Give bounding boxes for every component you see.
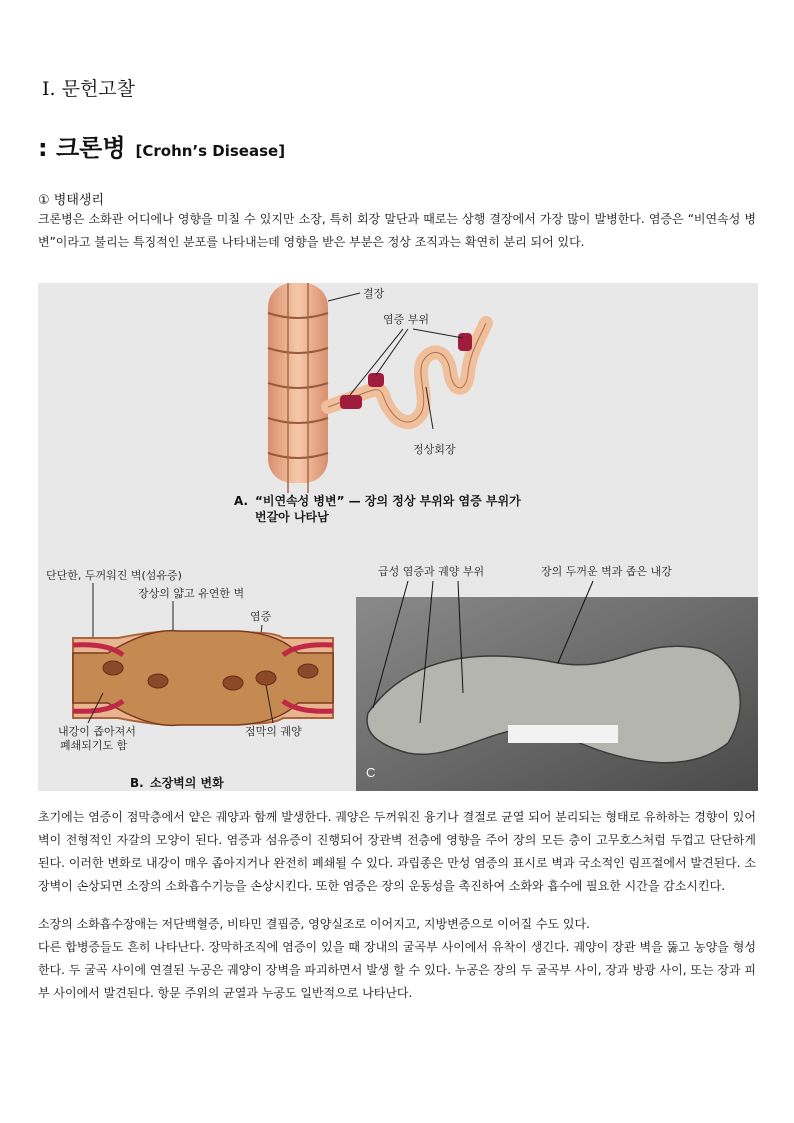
caption-a-line2: 번갈아 나타남 xyxy=(255,510,329,524)
inflamed-segment xyxy=(340,395,362,409)
acute-label: 급성 염증과 궤양 부위 xyxy=(378,565,485,578)
title-main: : 크론병 xyxy=(38,134,126,162)
caption-a-letter: A. xyxy=(234,494,249,508)
inflamed-segment xyxy=(368,373,384,387)
title-sub: [Crohn’s Disease] xyxy=(135,142,286,160)
normal-wall-label: 장상의 얇고 유연한 벽 xyxy=(138,587,245,600)
caption-b-letter: B. xyxy=(130,776,144,790)
page-title xyxy=(38,128,285,163)
caption-b: 소장벽의 변화 xyxy=(150,776,224,790)
normal-ileum-label: 정상회장 xyxy=(413,443,456,456)
colon-label: 결장 xyxy=(363,287,385,300)
caption-c-letter: C xyxy=(366,765,376,780)
narrowed-lumen-label-2: 폐쇄되기도 함 xyxy=(60,739,128,752)
paragraph-2: 초기에는 염증이 점막층에서 얕은 궤양과 함께 발생한다. 궤양은 두꺼워진 융기나 결절로 균열 되어 분리되는 형태로 유하하는 경향이 있어 벽이 전형적인 자갈의 모양이 된다. 염증과 섬유증이 진행되어 장관벽 전층에 영향을 주어 장의 모든 층이 고무호스처럼 두껍고 단단하게 된다. 이러한 변화로 내강이 매우 좁아지거나 완전히 폐쇄될 수 있다. 과립종은 만성 염증의 표시로 벽과 국소적인 림프절에서 발견된다. 소장벽이 손상되면 소장의 소화흡수기능을 손상시킨다. 또한 염증은 장의 운동성을 촉진하여 소화와 흡수에 필요한 시간을 감소시킨다. xyxy=(38,810,756,893)
narrowed-lumen-label-1: 내강이 좁아져서 xyxy=(58,725,136,738)
thick-wall-label: 단단한, 두꺼워진 벽(섬유증) xyxy=(46,569,182,582)
paragraph-4: 다른 합병증들도 흔히 나타난다. 장막하조직에 염증이 있을 때 장내의 굴곡부 사이에서 유착이 생긴다. 궤양이 장관 벽을 뚫고 농양을 형성한다. 두 굴곡 사이에 연결된 누공은 궤양이 장벽을 파괴하면서 발생 할 수 있다. 누공은 장의 두 굴곡부 사이, 장과 방광 사이, 또는 장과 피부 사이에서 발견된다. 항문 주위의 균열과 누공도 일반적으로 나타난다. xyxy=(38,940,756,1000)
ulcer-label: 점막의 궤양 xyxy=(245,725,302,738)
inflamed-segment xyxy=(458,333,472,351)
colon-illustration xyxy=(268,283,328,493)
paragraph-3: 소장의 소화흡수장애는 저단백혈증, 비타민 결핍증, 영양실조로 이어지고, 지방변증으로 이어질 수도 있다. xyxy=(38,917,590,931)
subsection-title: ① 병태생리 xyxy=(38,193,105,208)
inflammation-label: 염증 xyxy=(250,610,272,623)
paragraph-1: 크론병은 소화관 어디에나 영향을 미칠 수 있지만 소장, 특히 회장 말단과 때로는 상행 결장에서 가장 많이 발병한다. 염증은 “비연속성 병변”이라고 불리는 특징적인 분포를 나타내는데 영향을 받은 부분은 정상 조직과는 확연히 분리 되어 있다. xyxy=(38,212,756,249)
crohn-figure xyxy=(38,283,758,791)
thick-wall-photo-label: 장의 두꺼운 벽과 좁은 내강 xyxy=(541,565,672,578)
inflamed-label: 염증 부위 xyxy=(383,313,430,326)
panel-c xyxy=(356,564,758,791)
specimen-ruler xyxy=(508,725,618,743)
section-heading: Ⅰ. 문헌고찰 xyxy=(42,78,136,100)
caption-a-line1: “비연속성 병변” — 장의 정상 부위와 염증 부위가 xyxy=(255,494,521,508)
